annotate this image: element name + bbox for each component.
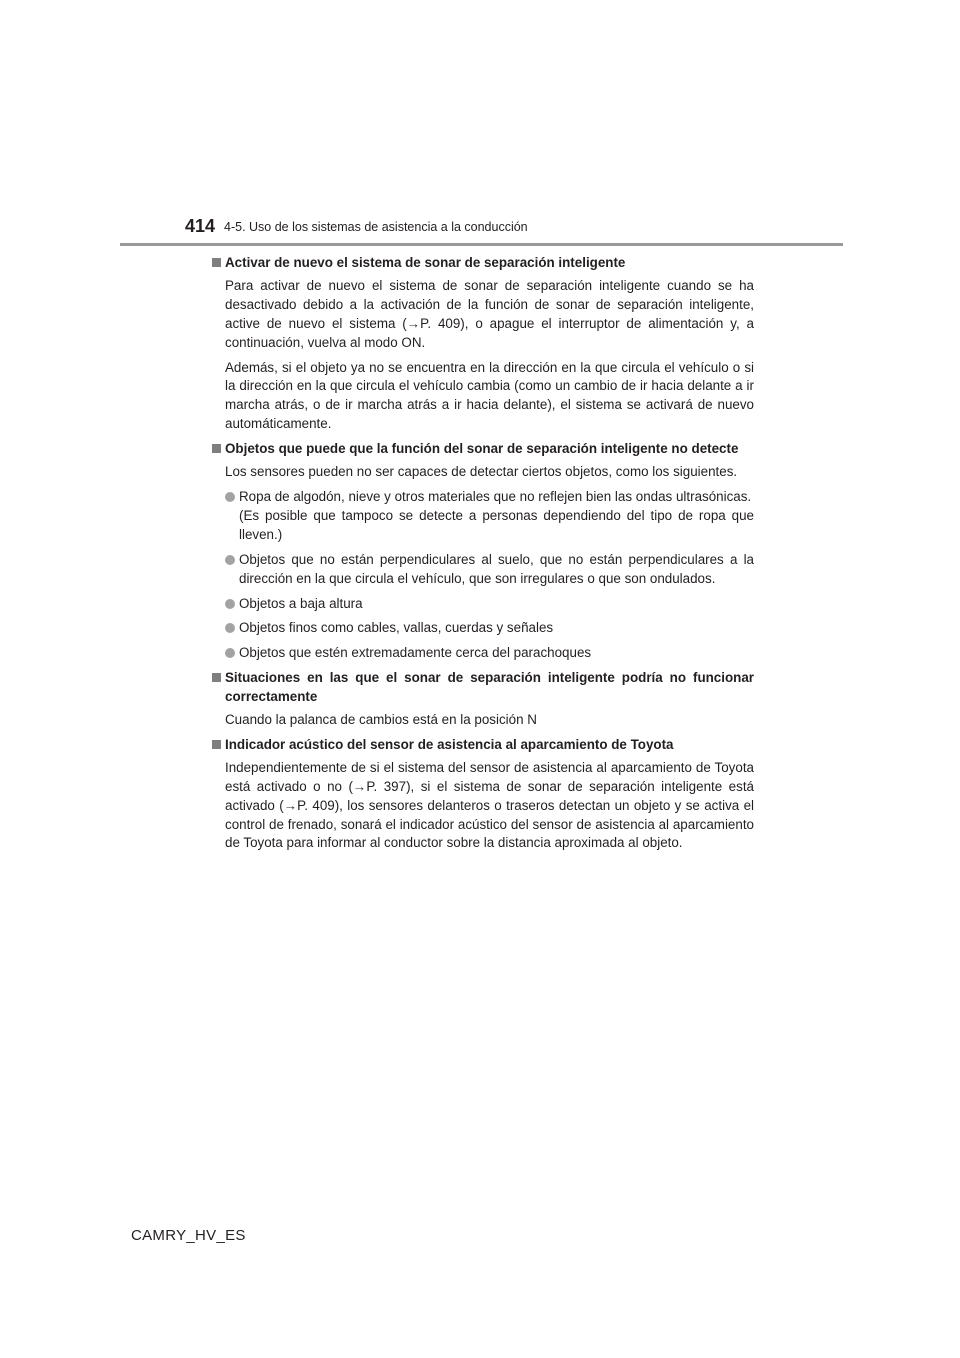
section-reactivate <box>212 254 754 434</box>
document-code: CAMRY_HV_ES <box>131 1227 246 1244</box>
section-heading: Objetos que puede que la función del sonar de separación inteligente no detecte <box>212 440 754 459</box>
list-item: Objetos que estén extremadamente cerca del parachoques <box>212 644 754 663</box>
paragraph: Independientemente de si el sistema del sensor de asistencia al aparcamiento de Toyota está activado o no (→P. 397), si el sistema de sonar de separación inteligente está activado (→P. 409), los sensores delanteros o traseros detectan un objeto y se activa el control de frenado, sonará el indicador acústico del sensor de asistencia al aparcamiento de Toyota para informar al conductor sobre la distancia aproximada al objeto. <box>225 759 754 851</box>
section-title: 4-5. Uso de los sistemas de asistencia a la conducción <box>224 220 528 234</box>
list-item: Objetos que no están perpendiculares al suelo, que no están perpendiculares a la dirección en la que circula el vehículo, que son irregulares o que son ondulados. <box>212 551 754 589</box>
page-number: 414 <box>185 216 216 236</box>
section-heading: Activar de nuevo el sistema de sonar de separación inteligente <box>212 254 754 273</box>
paragraph: Cuando la palanca de cambios está en la posición N <box>225 712 537 728</box>
section-undetected-objects <box>212 440 754 663</box>
section-malfunction-situations <box>212 669 754 730</box>
paragraph: Los sensores pueden no ser capaces de detectar ciertos objetos, como los siguientes. <box>225 464 738 480</box>
paragraph: Para activar de nuevo el sistema de sonar de separación inteligente cuando se ha desactivado debido a la activación de la función de sonar de separación inteligente, active de nuevo el sistema (→P. 409), o apague el interruptor de alimentación y, a continuación, vuelva al modo ON. <box>225 277 754 350</box>
paragraph: Además, si el objeto ya no se encuentra en la dirección en la que circula el vehículo o si la dirección en la que circula el vehículo cambia (como un cambio de ir hacia delante a ir marcha atrás, o de ir marcha atrás a ir hacia delante), el sistema se activará de nuevo automáticamente. <box>225 359 754 432</box>
section-heading: Indicador acústico del sensor de asistencia al aparcamiento de Toyota <box>212 736 754 755</box>
list-item: Objetos finos como cables, vallas, cuerdas y señales <box>212 619 754 638</box>
section-buzzer <box>212 736 754 853</box>
list-item-text: Ropa de algodón, nieve y otros materiales que no reflejen bien las ondas ultrasónicas. <box>239 488 752 504</box>
page-content <box>212 254 754 859</box>
section-heading: Situaciones en las que el sonar de separación inteligente podría no funcionar correctamente <box>212 669 754 707</box>
list-item-note: (Es posible que tampoco se detecte a personas dependiendo del tipo de ropa que lleven.) <box>239 507 754 542</box>
header-divider <box>120 243 843 246</box>
list-item: Objetos a baja altura <box>212 595 754 614</box>
page-header <box>185 216 745 238</box>
list-item <box>212 488 754 545</box>
